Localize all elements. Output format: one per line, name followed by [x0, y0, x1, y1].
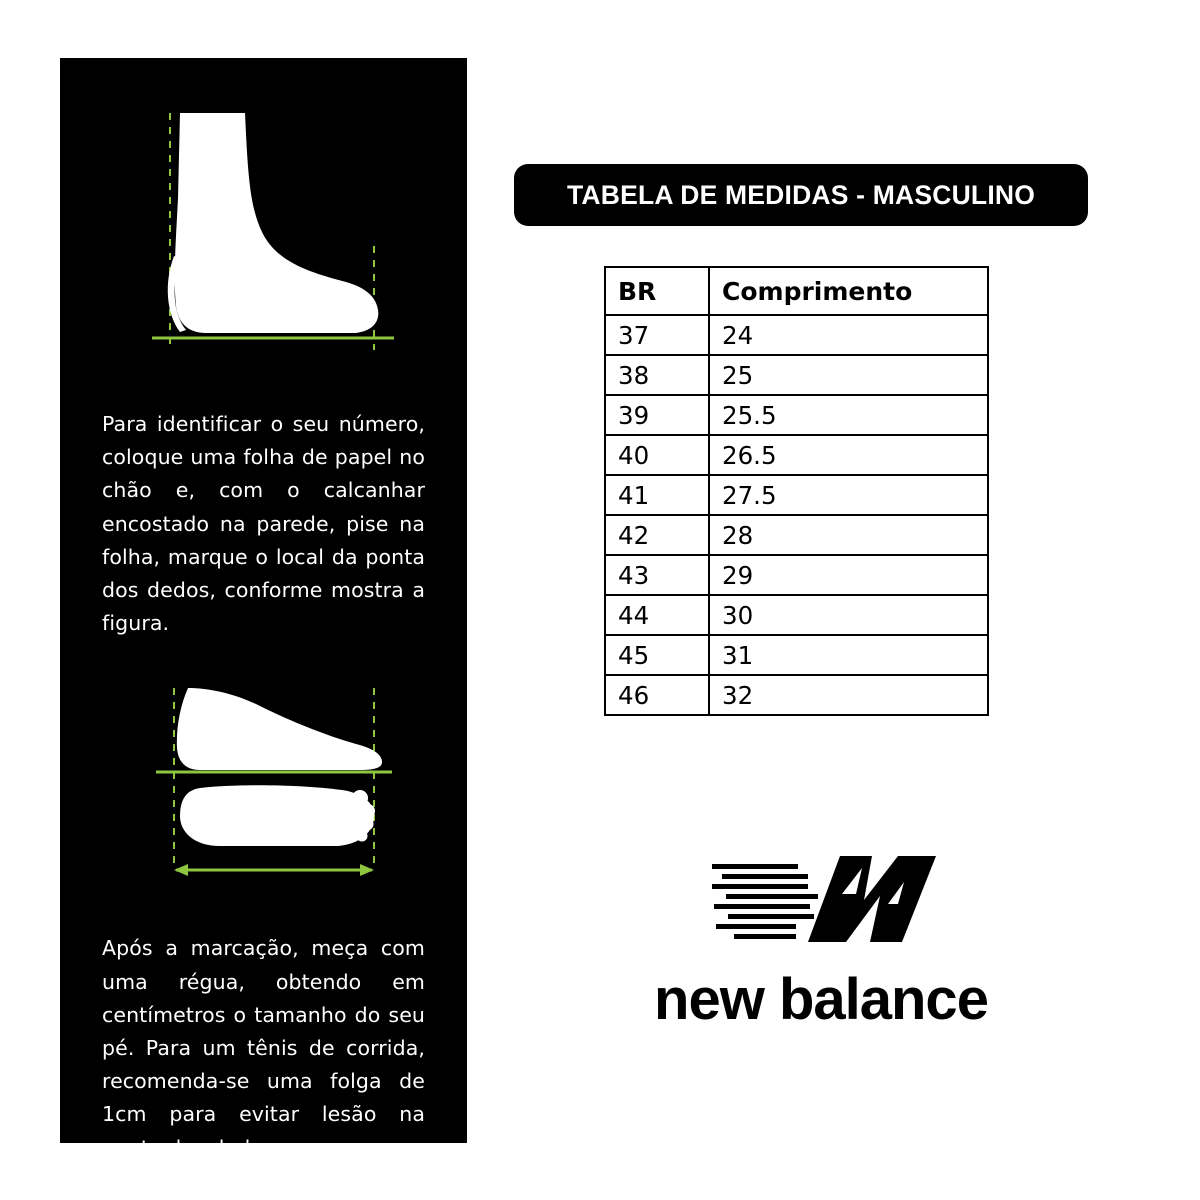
- instruction-text-2: Após a marcação, meça com uma régua, obtendo em centímetros o tamanho do seu pé. Para um tênis de corrida, recomenda-se uma folga de 1cm para evitar lesão na ponta dos dedos.: [102, 936, 425, 1160]
- table-row: [605, 635, 988, 675]
- cell-comprimento: 27.5: [709, 475, 988, 515]
- table-row: [605, 675, 988, 715]
- cell-comprimento: 26.5: [709, 435, 988, 475]
- column-header-comprimento: Comprimento: [709, 267, 988, 315]
- cell-comprimento: 31: [709, 635, 988, 675]
- brand-logo: [596, 848, 1046, 1088]
- cell-br: 41: [605, 475, 709, 515]
- cell-br: 38: [605, 355, 709, 395]
- cell-br: 45: [605, 635, 709, 675]
- cell-br: 42: [605, 515, 709, 555]
- instructions-panel: [60, 58, 467, 1160]
- cell-br: 46: [605, 675, 709, 715]
- table-row: [605, 595, 988, 635]
- cell-br: 39: [605, 395, 709, 435]
- table-row: [605, 395, 988, 435]
- instruction-text-1: Para identificar o seu número, coloque uma folha de papel no chão e, com o calcanhar encostado na parede, pise na folha, marque o local da ponta dos dedos, conforme mostra a figura.: [102, 412, 425, 636]
- table-row: [605, 435, 988, 475]
- cell-comprimento: 24: [709, 315, 988, 355]
- new-balance-nb-icon: [712, 848, 952, 958]
- table-row: [605, 475, 988, 515]
- brand-wordmark: new balance: [654, 967, 988, 1032]
- cell-br: 43: [605, 555, 709, 595]
- cell-br: 40: [605, 435, 709, 475]
- column-header-br: BR: [605, 267, 709, 315]
- cell-comprimento: 32: [709, 675, 988, 715]
- page-title-label: TABELA DE MEDIDAS - MASCULINO: [566, 179, 1036, 210]
- cell-comprimento: 28: [709, 515, 988, 555]
- size-table: [604, 266, 989, 716]
- cell-br: 44: [605, 595, 709, 635]
- table-row: [605, 355, 988, 395]
- cell-comprimento: 25: [709, 355, 988, 395]
- page-title: [514, 164, 1088, 226]
- table-row: [605, 315, 988, 355]
- cell-br: 37: [605, 315, 709, 355]
- table-row: [605, 515, 988, 555]
- cell-comprimento: 29: [709, 555, 988, 595]
- foot-top-and-side-view-length-diagram: [60, 674, 467, 904]
- measurements-panel: [500, 58, 1140, 1143]
- table-header-row: [605, 267, 988, 315]
- cell-comprimento: 25.5: [709, 395, 988, 435]
- foot-side-view-measure-diagram: [60, 58, 467, 378]
- cell-comprimento: 30: [709, 595, 988, 635]
- table-row: [605, 555, 988, 595]
